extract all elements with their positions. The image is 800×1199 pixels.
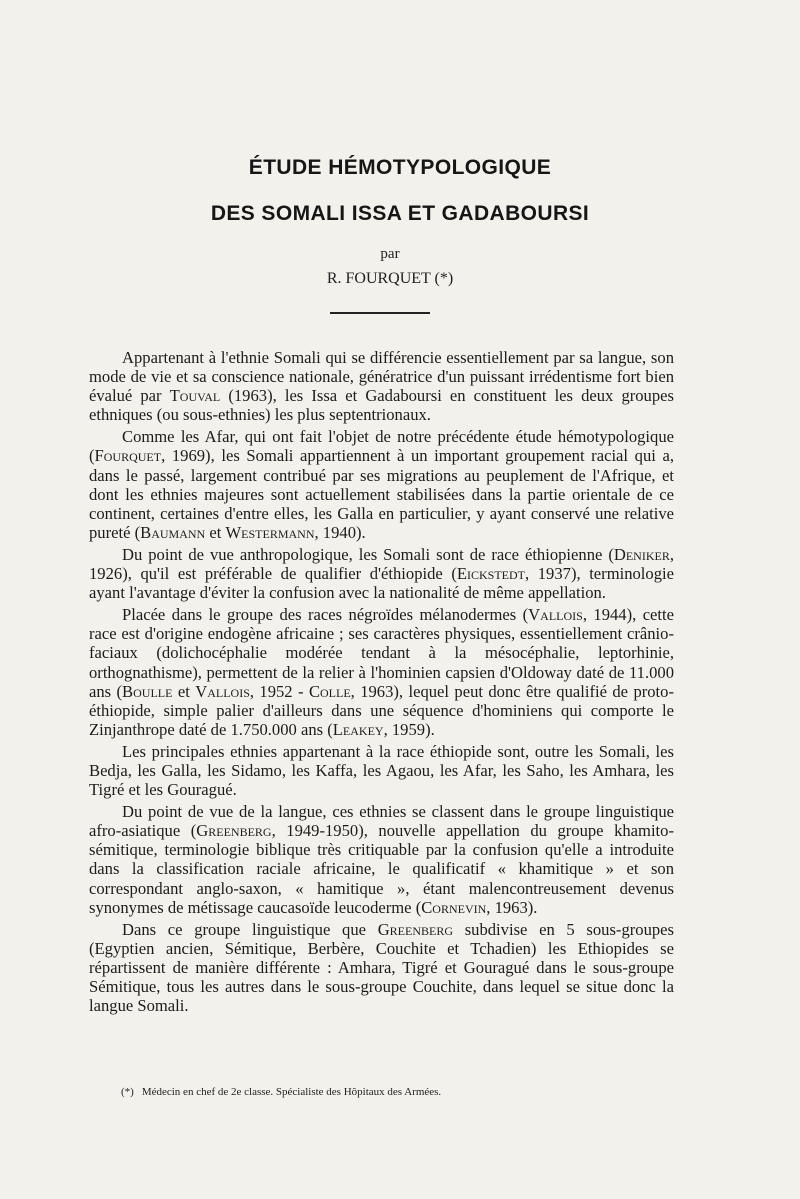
citation-author: Cornevin: [421, 897, 487, 917]
paragraph-text: et: [172, 681, 196, 701]
citation-author: Touval: [169, 386, 221, 406]
paragraph-4: [89, 605, 674, 739]
paragraph-text: , 1952 -: [249, 681, 309, 701]
paragraph-text: (1963), les Issa et Gadaboursi en constituent les deux groupes ethniques (ou sous-ethnies) les plus septentrionaux.: [89, 386, 674, 425]
citation-author: Greenberg: [377, 919, 454, 939]
citation-author: Baumann: [140, 522, 206, 542]
paragraph-text: , 1949-1950), nouvelle appellation du groupe khamito-sémitique, terminologie biblique très critiquable par la confusion qu'elle a introduite dans la classification raciale africaine, le qualificatif « khamitique » et son correspondant anglo-saxon, « hamitique », étant malencontreusement devenus synonymes de métissage caucasoïde leucoderme (: [89, 821, 674, 917]
paragraph-5: [89, 742, 674, 799]
paragraph-text: , 1937), terminologie ayant l'avantage d'éviter la confusion avec la nationalité de même appellation.: [89, 564, 674, 603]
paragraph-text: et: [205, 522, 226, 542]
paragraph-3: [89, 545, 674, 602]
title-divider: [330, 312, 430, 314]
citation-author: Greenberg: [196, 821, 272, 841]
paragraph-text: , 1959).: [383, 719, 435, 739]
paragraph-1: [89, 348, 674, 424]
article-title-line-1: ÉTUDE HÉMOTYPOLOGIQUE: [248, 156, 552, 179]
paragraph-text: Du point de vue de la langue, ces ethnies se classent dans le groupe linguistique afro-asiatique (: [89, 802, 674, 841]
paragraph-text: Comme les Afar, qui ont fait l'objet de notre précédente étude hémotypologique (: [89, 427, 674, 466]
article-body: [89, 348, 674, 1018]
paragraph-text: Du point de vue anthropologique, les Somali sont de race éthiopienne (: [122, 544, 614, 564]
citation-author: Leakey: [332, 719, 384, 739]
paragraph-text: , 1926), qu'il est préférable de qualifier d'éthiopide (: [89, 544, 674, 584]
paragraph-6: [89, 802, 674, 917]
paragraph-7: [89, 920, 674, 1015]
citation-author: Westermann: [225, 522, 315, 542]
paragraph-text: Dans ce groupe linguistique que: [122, 919, 378, 939]
citation-author: Deniker: [613, 544, 670, 564]
author-name: R. FOURQUET (*): [326, 270, 454, 287]
citation-author: Vallois: [195, 681, 250, 701]
paragraph-text: , 1944), cette race est d'origine endogène africaine ; ses caractères physiques, essentiellement crânio-faciaux (dolichocéphalie modérée tendant à la mésocéphalie, leptorhinie, orthognathisme), permettent de la relier à l'hominien capsien d'Oldoway daté de 11.000 ans (: [89, 605, 675, 701]
citation-author: Vallois: [528, 605, 583, 625]
paragraph-2: [89, 427, 674, 542]
paragraph-text: Les principales ethnies appartenant à la race éthiopide sont, outre les Somali, les Bedja, les Galla, les Sidamo, les Kaffa, les Agaou, les Afar, les Saho, les Amhara, les Tigré et les Gouragué.: [89, 741, 674, 800]
paragraph-text: Placée dans le groupe des races négroïdes mélanodermes (: [122, 605, 529, 625]
citation-author: Boulle: [122, 681, 173, 701]
byline-par: par: [380, 246, 400, 262]
article-title-line-2: DES SOMALI ISSA ET GADABOURSI: [210, 202, 590, 225]
paragraph-text: Appartenant à l'ethnie Somali qui se différencie essentiellement par sa langue, son mode de vie et sa conscience nationale, génératrice d'un puissant irrédentisme fort bien évalué par: [89, 348, 674, 406]
footnote-text: Médecin en chef de 2e classe. Spécialiste des Hôpitaux des Armées.: [141, 1086, 442, 1098]
paragraph-text: subdivise en 5 sous-groupes (Egyptien ancien, Sémitique, Berbère, Couchite et Tchadien) les Ethiopides se répartissent de manière différente : Amhara, Tigré et Gouragué dans le sous-groupe Sémitique, tous les autres dans le sous-groupe Couchite, dans lequel se situe donc la langue Somali.: [89, 919, 674, 1016]
citation-author: Colle: [308, 681, 351, 701]
paragraph-text: , 1963), lequel peut donc être qualifié de proto-éthiopide, simple palier d'ailleurs dans une séquence d'hominiens qui comporte le Zinjanthrope daté de 1.750.000 ans (: [89, 681, 674, 739]
paragraph-text: , 1969), les Somali appartiennent à un important groupement racial qui a, dans le passé, largement contribué par ses migrations au peuplement de l'Afrique, et dont les ethnies majeures sont actuellement stabilisées dans la partie orientale de ce continent, certaines d'entre elles, les Galla en particulier, y ayant conservé une relative pureté (: [89, 446, 674, 542]
footnote: [121, 1086, 681, 1098]
citation-author: Fourquet: [94, 446, 162, 466]
citation-author: Eickstedt: [456, 564, 526, 584]
footnote-mark: (*): [121, 1086, 134, 1098]
paragraph-text: , 1963).: [486, 897, 538, 917]
paragraph-text: , 1940).: [314, 522, 366, 542]
